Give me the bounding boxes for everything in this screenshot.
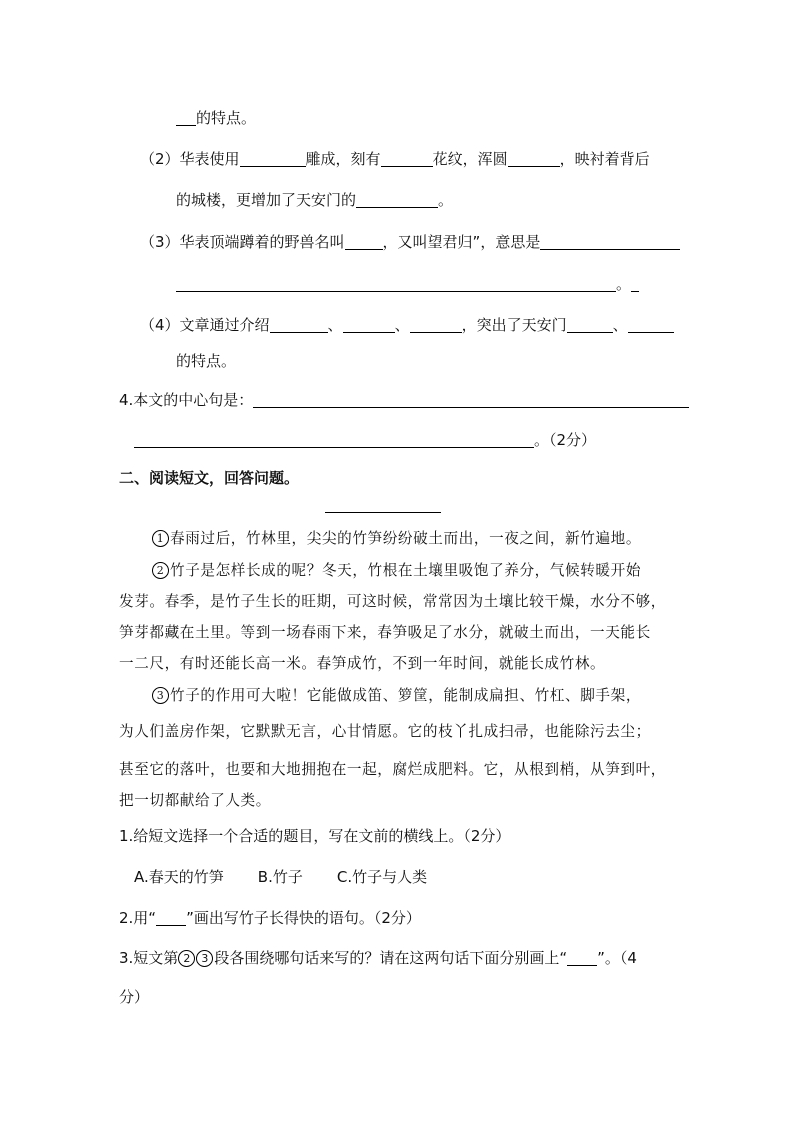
paragraph-ref: 3 bbox=[196, 950, 213, 967]
blank[interactable] bbox=[240, 151, 306, 167]
paragraph-ref: 2 bbox=[178, 950, 195, 967]
q3-part4-line2: 的特点。 bbox=[176, 352, 237, 370]
q4-line1: 4.本文的中心句是： bbox=[119, 389, 689, 411]
section2-heading: 二、阅读短文，回答问题。 bbox=[119, 469, 300, 487]
blank[interactable] bbox=[508, 151, 560, 167]
blank[interactable] bbox=[628, 317, 674, 333]
blank[interactable] bbox=[270, 317, 328, 333]
blank[interactable] bbox=[176, 276, 616, 292]
passage-paragraph-2-line1: 2 竹子是怎样长成的呢？冬天，竹根在土壤里吸饱了养分，气候转暖开始 bbox=[152, 560, 641, 582]
q3-part2-line1: （2）华表使用 雕成，刻有 花纹，浑圆 ，映衬着背后 bbox=[140, 150, 650, 168]
blank[interactable] bbox=[381, 151, 433, 167]
q3-part2-line2: 的城楼，更增加了天安门的 。 bbox=[176, 191, 454, 209]
blank[interactable] bbox=[356, 192, 438, 208]
option-c[interactable]: C.竹子与人类 bbox=[336, 868, 428, 886]
blank[interactable] bbox=[345, 234, 383, 250]
passage-paragraph-2-line3: 笋芽都藏在土里。等到一场春雨下来，春笋吸足了水分，就破土而出，一天能长 bbox=[119, 624, 651, 641]
option-b[interactable]: B.竹子 bbox=[257, 868, 303, 886]
blank[interactable] bbox=[540, 234, 680, 250]
question-3-line2: 分） bbox=[119, 988, 150, 1006]
question-3-line1: 3.短文第 2 3 段各围绕哪句话来写的？请在这两句话下面分别画上“ ”。（4 bbox=[119, 949, 637, 967]
passage-paragraph-3-line4: 把一切都献给了人类。 bbox=[119, 792, 271, 809]
option-a[interactable]: A.春天的竹笋 bbox=[134, 868, 224, 886]
question-1: 1.给短文选择一个合适的题目，写在文前的横线上。（2分） bbox=[119, 827, 511, 845]
paragraph-number: 1 bbox=[152, 530, 169, 547]
blank[interactable] bbox=[631, 276, 639, 292]
paragraph-number: 2 bbox=[152, 562, 169, 579]
question-1-options bbox=[134, 866, 427, 888]
question-2: 2.用“ ”画出写竹子长得快的语句。（2分） bbox=[119, 909, 421, 927]
passage-paragraph-2-line4: 一二尺，有时还能长高一米。春笋成竹，不到一年时间，就能长成竹林。 bbox=[119, 655, 606, 672]
paragraph-number: 3 bbox=[152, 687, 169, 704]
passage-paragraph-3-line1: 3 竹子的作用可大啦！它能做成笛、箩筐，能制成扁担、竹杠、脚手架， bbox=[152, 685, 641, 707]
blank[interactable] bbox=[567, 317, 613, 333]
blank[interactable] bbox=[134, 432, 534, 448]
q4-line2: 。（2分） bbox=[134, 429, 596, 451]
q3-line1: 的特点。 bbox=[176, 107, 256, 129]
blank[interactable] bbox=[410, 317, 462, 333]
blank[interactable] bbox=[343, 317, 395, 333]
blank[interactable] bbox=[176, 110, 196, 126]
passage-paragraph-1: 1 春雨过后，竹林里，尖尖的竹笋纷纷破土而出，一夜之间，新竹遍地。 bbox=[152, 528, 641, 550]
passage-paragraph-3-line2: 为人们盖房作架，它默默无言，心甘情愿。它的枝丫扎成扫帚，也能除污去尘； bbox=[119, 723, 651, 740]
passage-title-blank[interactable] bbox=[325, 512, 441, 513]
underline-sample bbox=[156, 910, 186, 926]
q3-part3-line1: （3）华表顶端蹲着的野兽名叫 ，又叫望君归”，意思是 bbox=[140, 231, 680, 253]
q3-part3-line2: 。 bbox=[176, 273, 639, 295]
passage-paragraph-3-line3: 甚至它的落叶，也要和大地拥抱在一起，腐烂成肥料。它，从根到梢，从笋到叶， bbox=[119, 761, 666, 778]
q3-part4-line1: （4）文章通过介绍 、 、 ，突出了天安门 、 bbox=[140, 314, 674, 336]
passage-paragraph-2-line2: 发芽。春季，是竹子生长的旺期，可这时候，常常因为土壤比较干燥，水分不够， bbox=[119, 593, 666, 610]
blank[interactable] bbox=[253, 392, 689, 408]
underline-sample bbox=[567, 950, 597, 966]
